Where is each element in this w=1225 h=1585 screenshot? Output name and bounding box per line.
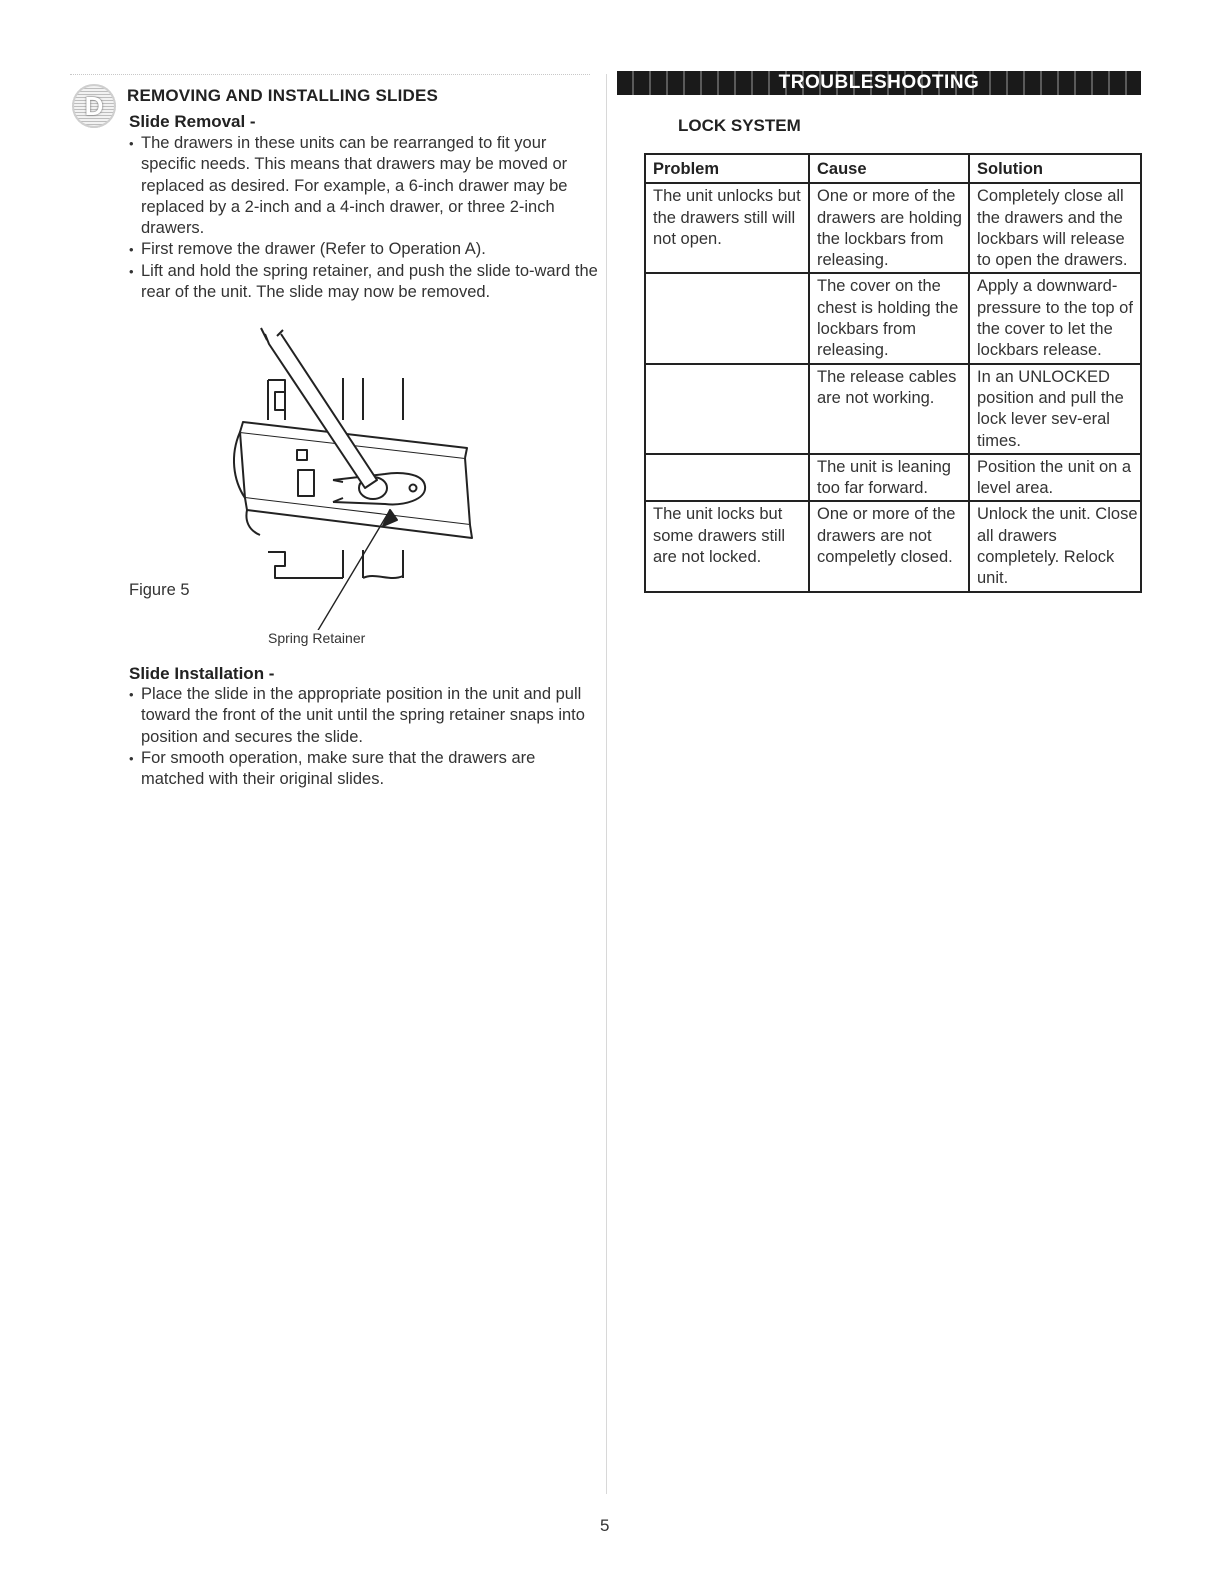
column-header-cause: Cause <box>809 154 969 183</box>
column-header-problem: Problem <box>645 154 809 183</box>
troubleshooting-banner <box>617 71 1141 95</box>
problem-cell <box>645 364 809 454</box>
cause-cell: One or more of the drawers are not compeletly closed. <box>809 501 969 591</box>
problem-cell: The unit locks but some drawers still are not locked. <box>645 501 809 591</box>
problem-cell <box>645 454 809 502</box>
upright-top <box>268 378 403 420</box>
slide-installation-list <box>129 684 599 790</box>
solution-cell: In an UNLOCKED position and pull the lock lever sev-eral times. <box>969 364 1141 454</box>
column-header-solution: Solution <box>969 154 1141 183</box>
list-item: • Place the slide in the appropriate position in the unit and pull toward the front of the unit until the spring retainer snaps into position and secures the slide. <box>129 684 599 748</box>
solution-cell: Apply a downward-pressure to the top of the cover to let the lockbars release. <box>969 273 1141 363</box>
table-header-row <box>645 154 1141 183</box>
figure-label: Figure 5 <box>129 581 190 599</box>
section-badge-letter: D <box>84 90 104 121</box>
column-divider <box>606 74 607 1494</box>
problem-cell: The unit unlocks but the drawers still will not open. <box>645 183 809 273</box>
list-item: • The drawers in these units can be rearranged to fit your specific needs. This means that drawers may be moved or replaced as desired. For example, a 6-inch drawer may be replaced by a 2-inch and a 4-inch drawer, or three 2-inch drawers. <box>129 133 599 239</box>
slide-removal-figure <box>225 320 475 630</box>
slide-removal-list <box>129 133 599 303</box>
problem-cell <box>645 273 809 363</box>
lock-system-heading: LOCK SYSTEM <box>678 116 801 135</box>
section-title: REMOVING AND INSTALLING SLIDES <box>127 86 439 105</box>
table-row <box>645 183 1141 273</box>
slide-installation-heading: Slide Installation - <box>129 664 275 683</box>
cause-cell: The cover on the chest is holding the lockbars from releasing. <box>809 273 969 363</box>
list-item: • For smooth operation, make sure that the drawers are matched with their original slides. <box>129 748 599 791</box>
list-item: • Lift and hold the spring retainer, and push the slide to-ward the rear of the unit. The slide may now be removed. <box>129 261 599 304</box>
table-row <box>645 364 1141 454</box>
table-row <box>645 501 1141 591</box>
section-badge-icon <box>72 84 116 128</box>
list-item: • First remove the drawer (Refer to Operation A). <box>129 239 599 260</box>
slide-removal-heading: Slide Removal - <box>129 112 256 131</box>
table-row <box>645 273 1141 363</box>
solution-cell: Unlock the unit. Close all drawers completely. Relock unit. <box>969 501 1141 591</box>
spring-retainer-callout: Spring Retainer <box>268 630 366 646</box>
troubleshooting-table <box>644 153 1142 593</box>
cause-cell: The release cables are not working. <box>809 364 969 454</box>
cause-cell: The unit is leaning too far forward. <box>809 454 969 502</box>
table-row <box>645 454 1141 502</box>
troubleshooting-title: TROUBLESHOOTING <box>778 72 980 93</box>
cause-cell: One or more of the drawers are holding the lockbars from releasing. <box>809 183 969 273</box>
solution-cell: Position the unit on a level area. <box>969 454 1141 502</box>
page-number: 5 <box>600 1516 610 1535</box>
solution-cell: Completely close all the drawers and the lockbars will release to open the drawers. <box>969 183 1141 273</box>
top-rule <box>70 74 590 75</box>
